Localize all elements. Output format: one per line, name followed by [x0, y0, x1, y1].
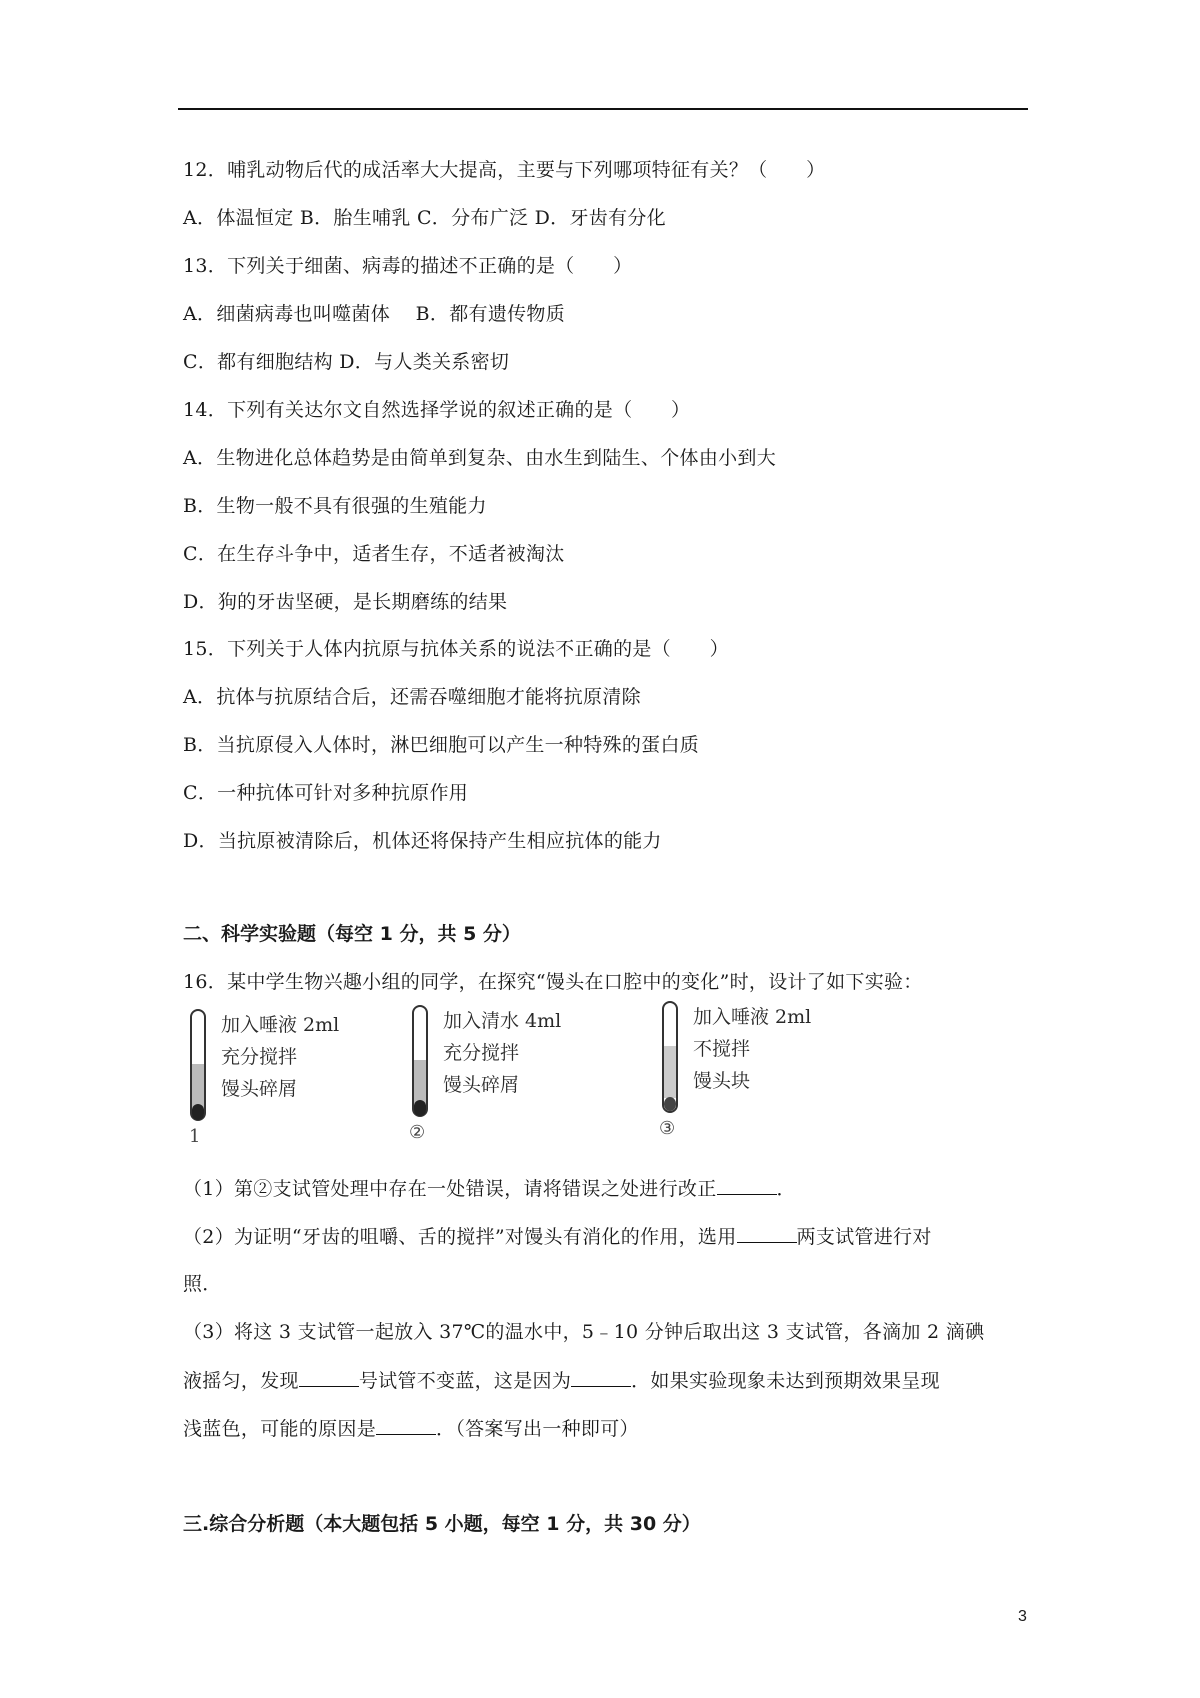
q12-options: A．体温恒定 B．胎生哺乳 C．分布广泛 D．牙齿有分化 — [183, 207, 666, 229]
q16-part-2 — [183, 1224, 932, 1249]
q16-part-3-line-3 — [183, 1416, 639, 1441]
q16-part-3-line-1: （3）将这 3 支试管一起放入 37℃的温水中，5﹣10 分钟后取出这 3 支试管，各滴加 2 滴碘 — [183, 1321, 985, 1343]
q16-part-1-text: （1）第②支试管处理中存在一处错误，请将错误之处进行改正 — [183, 1178, 717, 1200]
page-number: 3 — [1018, 1608, 1027, 1625]
q16-part-3-text-b: 号试管不变蓝，这是因为 — [358, 1370, 572, 1392]
q16-part-3-text-d: 浅蓝色，可能的原因是 — [183, 1418, 377, 1440]
tube-2-line-1: 加入清水 4ml — [443, 1010, 562, 1032]
answer-blank-2[interactable] — [737, 1224, 797, 1243]
q15-stem: 15．下列关于人体内抗原与抗体关系的说法不正确的是（ ） — [183, 638, 729, 660]
tube-3-number: ③ — [659, 1118, 676, 1139]
q16-part-2-cont: 两支试管进行对 — [796, 1226, 932, 1248]
answer-blank-3[interactable] — [299, 1368, 359, 1387]
q12-stem: 12．哺乳动物后代的成活率大大提高，主要与下列哪项特征有关？（ ） — [183, 159, 826, 181]
section-3-title: 三.综合分析题（本大题包括 5 小题，每空 1 分，共 30 分） — [183, 1513, 701, 1535]
tube-1-number: 1 — [189, 1126, 201, 1147]
tube-2-line-3: 馒头碎屑 — [443, 1074, 520, 1096]
answer-blank-5[interactable] — [376, 1416, 436, 1435]
q14-option-b: B．生物一般不具有很强的生殖能力 — [183, 495, 487, 517]
section-2-title: 二、科学实验题（每空 1 分，共 5 分） — [183, 923, 521, 945]
q16-part-3-text-e: ．（答案写出一种即可） — [436, 1418, 639, 1440]
tube-3-line-3: 馒头块 — [693, 1070, 751, 1092]
tube-3-line-2: 不搅拌 — [693, 1038, 751, 1060]
tube-1-line-3: 馒头碎屑 — [221, 1078, 298, 1100]
q16-stem: 16．某中学生物兴趣小组的同学，在探究“馒头在口腔中的变化”时，设计了如下实验： — [183, 971, 923, 993]
tube-2-line-2: 充分搅拌 — [443, 1042, 520, 1064]
q16-part-2-text: （2）为证明“牙齿的咀嚼、舌的搅拌”对馒头有消化的作用，选用 — [183, 1226, 737, 1248]
answer-blank-4[interactable] — [571, 1368, 631, 1387]
test-tube-2-icon — [409, 1004, 433, 1134]
q16-part-1 — [183, 1176, 796, 1201]
header-rule — [178, 108, 1028, 110]
test-tube-figure — [185, 1004, 815, 1154]
q14-stem: 14．下列有关达尔文自然选择学说的叙述正确的是（ ） — [183, 399, 691, 421]
tube-1-line-2: 充分搅拌 — [221, 1046, 298, 1068]
tube-1-line-1: 加入唾液 2ml — [221, 1014, 340, 1036]
q14-option-d: D．狗的牙齿坚硬，是长期磨练的结果 — [183, 591, 508, 613]
q15-option-d: D．当抗原被清除后，机体还将保持产生相应抗体的能力 — [183, 830, 662, 852]
answer-blank-1[interactable] — [717, 1176, 777, 1195]
q15-option-c: C．一种抗体可针对多种抗原作用 — [183, 782, 469, 804]
q16-part-2-end: 照． — [183, 1273, 222, 1295]
q14-option-a: A．生物进化总体趋势是由简单到复杂、由水生到陆生、个体由小到大 — [183, 447, 777, 469]
tube-2-number: ② — [409, 1122, 426, 1143]
q13-stem: 13．下列关于细菌、病毒的描述不正确的是（ ） — [183, 255, 633, 277]
q14-option-c: C．在生存斗争中，适者生存，不适者被淘汰 — [183, 543, 565, 565]
tube-3-line-1: 加入唾液 2ml — [693, 1006, 812, 1028]
q16-part-3-text-c: ．如果实验现象未达到预期效果呈现 — [631, 1370, 940, 1392]
q16-part-3-text-a: 液摇匀，发现 — [183, 1370, 299, 1392]
q16-part-1-end: ． — [776, 1178, 796, 1200]
test-tube-1-icon — [187, 1008, 211, 1138]
test-tube-3-icon — [659, 1000, 683, 1130]
q15-option-b: B．当抗原侵入人体时，淋巴细胞可以产生一种特殊的蛋白质 — [183, 734, 700, 756]
q16-part-3-line-2 — [183, 1368, 940, 1393]
q13-options-ab: A．细菌病毒也叫噬菌体 B．都有遗传物质 — [183, 303, 566, 325]
q15-option-a: A．抗体与抗原结合后，还需吞噬细胞才能将抗原清除 — [183, 686, 641, 708]
q13-options-cd: C．都有细胞结构 D．与人类关系密切 — [183, 351, 510, 373]
